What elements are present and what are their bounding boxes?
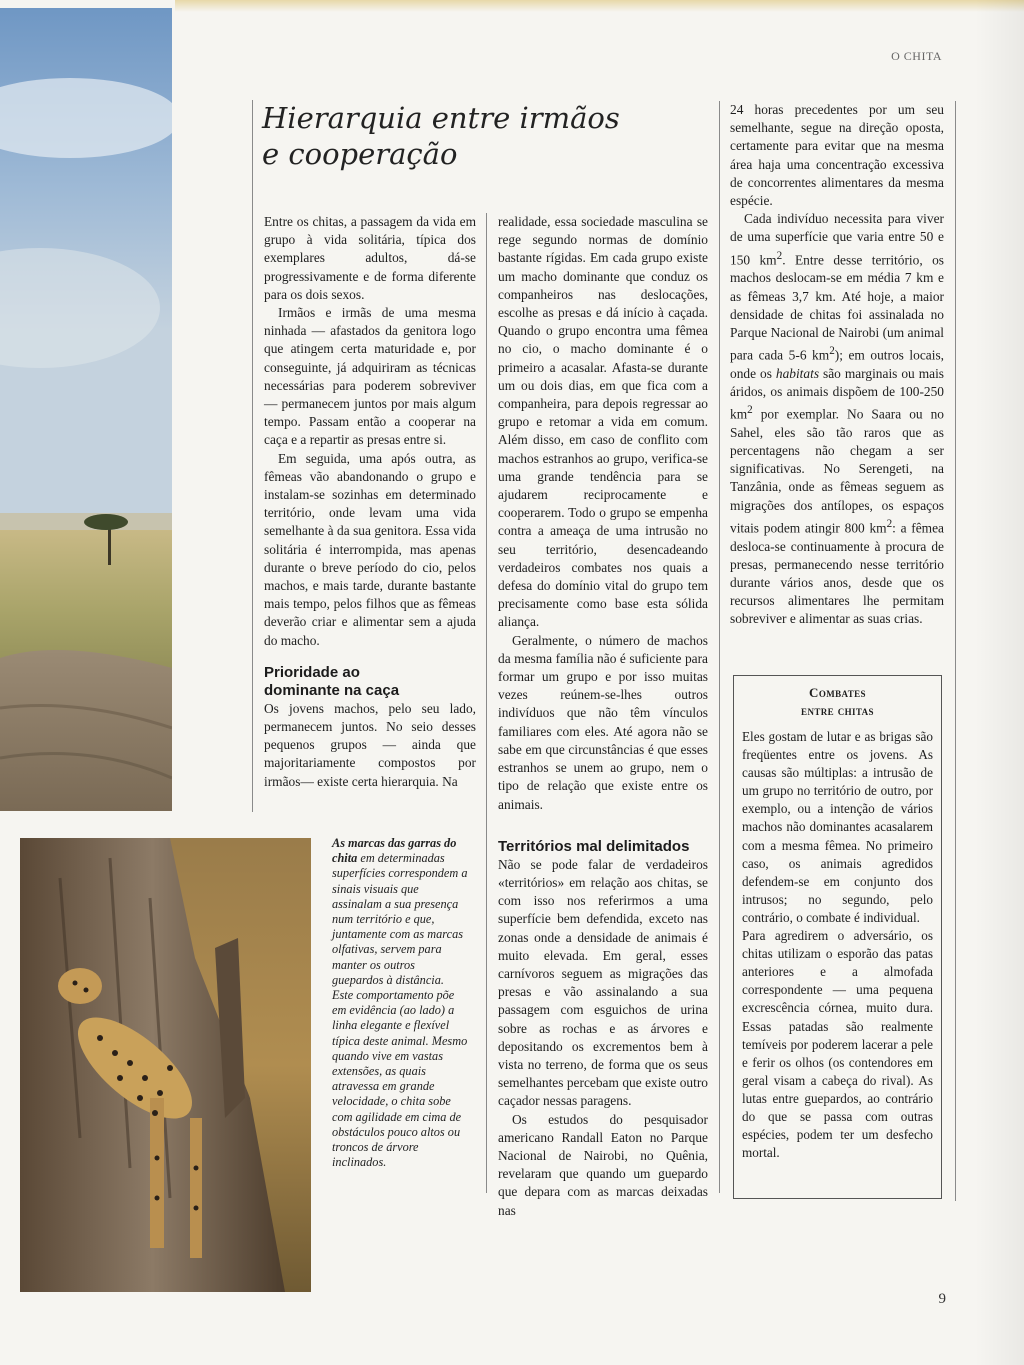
paragraph: realidade, essa sociedade masculina se rege segundo normas de domínio bastante rígidas. Em cada grupo existe um macho dominante que conduz os companheiros nas deslocações, escolhe as presas e dá início à caçada. Quando o grupo encontra uma fêmea no cio, o macho dominante é o primeiro a acasalar. Afasta-se durante um ou dois dias, em que fica com a companheira, para depois regressar ao grupo e retomar a vida em comum. Além disso, em caso de conflito com machos estranhos ao grupo, verifica-se uma grande tendência para se ajudarem reciprocamente e cooperarem. Todo o grupo se empenha contra a ameaça de uma intrusão no seu território, desencadeando verdadeiros combates nos quais a defesa do domínio vital do grupo tem precisamente como base esta sólida aliança.: [498, 214, 708, 630]
paragraph: 24 horas precedentes por um seu semelhante, segue na direção oposta, certamente para evitar que na mesma área haja uma concentração excessiva de concorrentes alimentares da mesma espécie.: [730, 102, 944, 209]
page-number: 9: [938, 1291, 946, 1307]
text-run: ); em outros locais, onde os: [730, 347, 945, 381]
article-title: [262, 100, 702, 172]
savanna-photo: [0, 8, 172, 811]
paragraph: Não se pode falar de verdadeiros «territórios» em relação aos chitas, se com isso nos referirmos a uma superfície bem defendida, exceto nas zonas onde a densidade de animais é muito elevada. Em geral, esses carnívoros seguem as migrações das presas e vão assinalando a sua passagem com esguichos de urina sobre as rochas e as árvores e depositando os excrementos bem à vista no terreno, de forma que os seus semelhantes percebam que existe outro caçador nessas paragens.: [498, 856, 708, 1109]
text-run: . Entre desse território, os machos deslocam-se em média 7 km e as fêmeas 3,7 km. Até hoje, a maior densidade de chitas foi assinalada no Parque Nacional de Nairobi (um animal para cada 5-6 km: [730, 252, 944, 363]
paragraph: Entre os chitas, a passagem da vida em grupo à vida solitária, típica dos exemplares adultos, dá-se progressivamente e de forma diferente para os dois sexos.: [264, 214, 476, 302]
paragraph: [730, 210, 944, 628]
caption-lead: As marcas das garras do chita: [332, 836, 457, 866]
column-rule-left: [252, 100, 253, 812]
sidebar-body: [742, 728, 933, 1162]
text-run: : a fêmea desloca-se continuamente à procura de presas, permanecendo nesse território durante vários anos, desde que os recursos alimentares lhe permitam sobreviver e alimentar as suas crias.: [730, 520, 944, 627]
superscript: 2: [886, 517, 893, 530]
text-run: por exemplar. No Saara ou no Sahel, eles são tão raros que as percentagens não chegam a ser significativas. No Serengeti, na Tanzânia, onde as fêmeas seguem as migrações dos antílopes, os espaços vitais podem atingir 800 km: [730, 406, 944, 536]
text-run: Cada indivíduo necessita para viver de uma superfície que varia entre 50 e 150 km: [730, 211, 944, 268]
subheading-line: dominante na caça: [264, 681, 400, 699]
caption-text: em determinadas superfícies correspondem a sinais visuais que assinalam a sua presença num território e que, juntamente com as marcas olfativas, servem para manter os outros guepardos à distância. Este comportamento põe em evidência (ao lado) a linha elegante e flexível típica deste animal. Mesmo quando vive em vastas extensões, as quais atravessa em grande velocidade, o chita sobe com agilidade em cima de obstáculos pouco altos ou troncos de árvore inclinados.: [332, 851, 468, 1170]
title-line-1: Hierarquia entre irmãos: [262, 101, 620, 135]
subheading-prioridade: [264, 664, 476, 700]
paragraph: Eles gostam de lutar e as brigas são freqüentes entre os jovens. As causas são múltiplas: a intrusão de um grupo no território de outro, por exemplo, ou a intenção de vários machos não dominantes acasalarem com a mesma fêmea. No primeiro caso, os animais agredidos defendem-se em conjunto dos intrusos; no segundo, pelo contrário, o combate é individual.: [742, 729, 933, 925]
superscript: 2: [776, 249, 783, 262]
text-column-3: [730, 101, 944, 629]
page-gutter-shadow: [975, 0, 1024, 1365]
sidebar-title-line: entre chitas: [801, 703, 874, 718]
sidebar-title: [742, 684, 933, 720]
paragraph: Irmãos e irmãs de uma mesma ninhada — afastados da genitora logo que atingem certa maturidade e, por conseguinte, já adquiriram as técnicas necessárias para poderem sobreviver — permanecem juntos por mais algum tempo. Passam então a cooperar na caça e a repartir as presas entre si.: [264, 305, 476, 448]
superscript: 2: [747, 404, 753, 417]
text-run: são marginais ou mais áridos, os animais dispõem de 100-250 km: [730, 365, 944, 422]
column-rule-outer: [955, 101, 956, 1201]
sidebar-title-line: Combates: [809, 685, 866, 700]
column-rule-middle: [486, 213, 487, 1193]
column-rule-right: [719, 101, 720, 1193]
superscript: 2: [829, 345, 835, 358]
paragraph: Em seguida, uma após outra, as fêmeas vão abandonando o grupo e instalam-se sozinhas em determinado território, onde levam uma vida semelhante à da sua genitora. Essa vida solitária é interrompida, mas apenas durante o breve período do cio, pelos machos, e mais tarde, durante bastante mais tempo, pelos filhos que as fêmeas deverão criar e alimentar sem a ajuda do macho.: [264, 450, 476, 648]
text-column-1: [264, 213, 476, 791]
text-column-2: [498, 213, 708, 1220]
running-head: O CHITA: [891, 49, 942, 63]
sidebar-box-combates: [733, 675, 942, 1199]
italic-term: habitats: [775, 365, 820, 381]
top-edge-strip: [175, 0, 1024, 12]
title-line-2: e cooperação: [262, 137, 458, 171]
photo-caption: [332, 836, 468, 1170]
cheetah-on-tree-photo: [20, 838, 311, 1292]
subheading-territorios: Territórios mal delimitados: [498, 837, 690, 855]
paragraph: Geralmente, o número de machos da mesma família não é suficiente para formar um grupo e por isso muitas vezes reúnem-se-lhes outros indivíduos que não têm vínculos familiares com eles. Até agora não se sabe em que circunstâncias é que esses estranhos se unem ao grupo, nem o tipo de relação que existe entre os animais.: [498, 632, 708, 812]
paragraph: Os estudos do pesquisador americano Randall Eaton no Parque Nacional de Nairobi, no Quênia, revelaram que quando um guepardo que depara com as marcas deixadas nas: [498, 1111, 708, 1218]
subheading-line: Prioridade ao: [264, 663, 360, 681]
paragraph: Para agredirem o adversário, os chitas utilizam o esporão das patas anteriores e a almofada correspondente — uma pequena excrescência córnea, muito dura. Essas patadas são realmente temíveis por poderem lacerar a pele e ferir os olhos (os contendores em geral visam a cabeça do rival). As lutas entre guepardos, ao contrário do que se passa com outras espécies, podem ter um desfecho mortal.: [742, 928, 933, 1161]
paragraph: Os jovens machos, pelo seu lado, permanecem juntos. No seio desses pequenos grupos — ainda que majoritariamente compostos por irmãos— existe certa hierarquia. Na: [264, 700, 476, 789]
